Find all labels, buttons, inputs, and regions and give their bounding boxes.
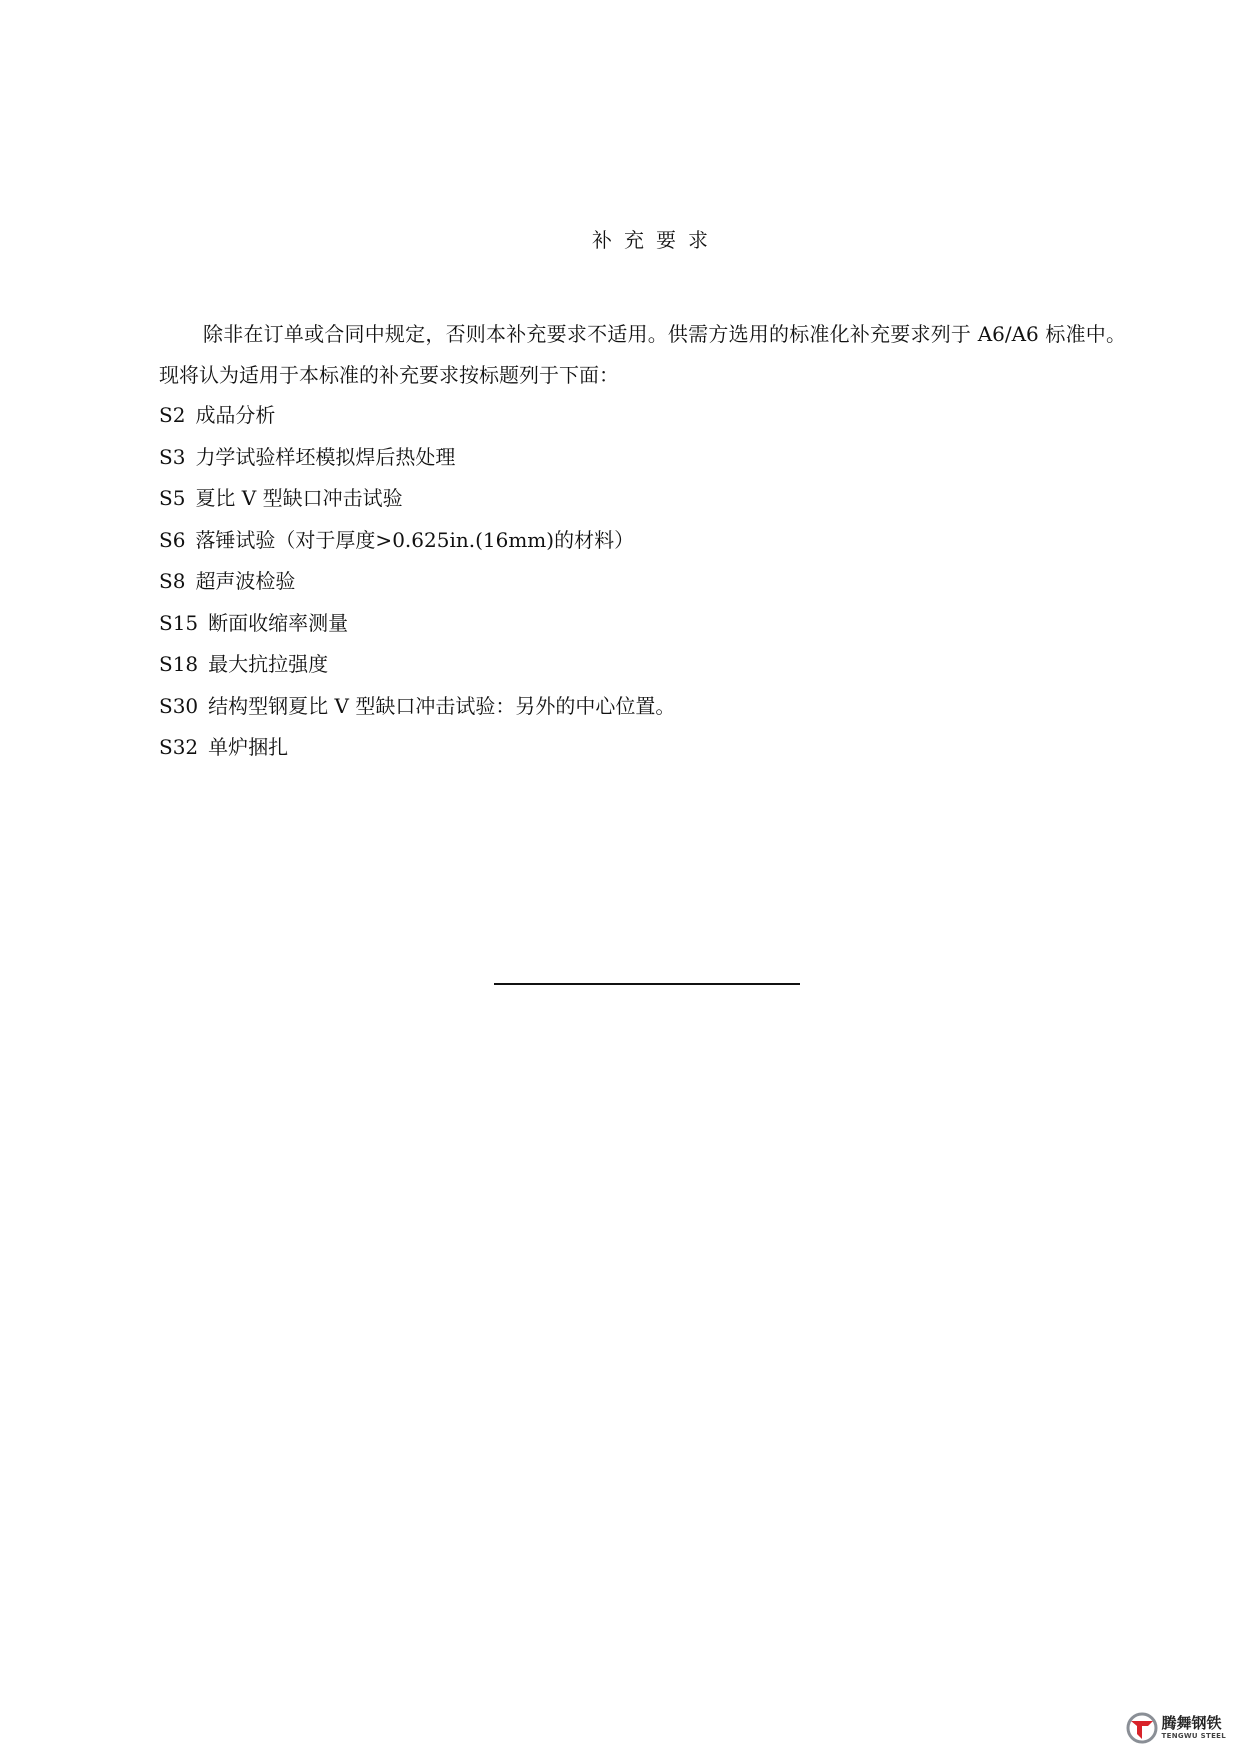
tengwu-logo-icon bbox=[1126, 1712, 1158, 1744]
list-item bbox=[159, 727, 675, 769]
logo-name-en: TENGWU STEEL bbox=[1161, 1732, 1226, 1740]
requirement-code: S6 bbox=[159, 527, 186, 552]
requirement-text: 断面收缩率测量 bbox=[208, 610, 349, 635]
requirement-text: 单炉捆扎 bbox=[208, 735, 289, 759]
list-item bbox=[159, 686, 675, 728]
requirement-text: 最大抗拉强度 bbox=[208, 652, 329, 676]
list-item bbox=[159, 520, 675, 562]
requirement-text: 成品分析 bbox=[195, 403, 276, 427]
page-title: 补充要求 bbox=[592, 228, 720, 252]
end-divider bbox=[494, 983, 800, 985]
requirement-text: 结构型钢夏比 V 型缺口冲击试验：另外的中心位置。 bbox=[208, 693, 676, 718]
list-item bbox=[159, 644, 675, 686]
requirement-code: S32 bbox=[159, 735, 199, 759]
requirement-code: S8 bbox=[159, 569, 186, 593]
requirement-code: S5 bbox=[159, 486, 186, 510]
list-item bbox=[159, 395, 675, 437]
requirement-code: S30 bbox=[159, 693, 199, 718]
requirements-list bbox=[159, 395, 675, 769]
requirement-code: S2 bbox=[159, 403, 186, 427]
company-logo bbox=[1126, 1712, 1226, 1744]
requirement-text: 超声波检验 bbox=[195, 569, 296, 593]
list-item bbox=[159, 603, 675, 645]
intro-paragraph: 除非在订单或合同中规定，否则本补充要求不适用。供需方选用的标准化补充要求列于 A6/A6 标准中。现将认为适用于本标准的补充要求按标题列于下面： bbox=[159, 322, 1126, 387]
logo-text bbox=[1162, 1716, 1226, 1740]
requirement-code: S15 bbox=[159, 610, 199, 635]
logo-name-cn: 腾舞钢铁 bbox=[1161, 1714, 1222, 1732]
list-item bbox=[159, 437, 675, 479]
requirement-text: 力学试验样坯模拟焊后热处理 bbox=[195, 444, 456, 469]
list-item bbox=[159, 561, 675, 603]
requirement-text: 落锤试验（对于厚度>0.625in.(16mm)的材料） bbox=[195, 527, 635, 552]
requirement-text: 夏比 V 型缺口冲击试验 bbox=[195, 486, 403, 510]
requirement-code: S3 bbox=[159, 444, 186, 469]
list-item bbox=[159, 478, 675, 520]
requirement-code: S18 bbox=[159, 652, 199, 676]
